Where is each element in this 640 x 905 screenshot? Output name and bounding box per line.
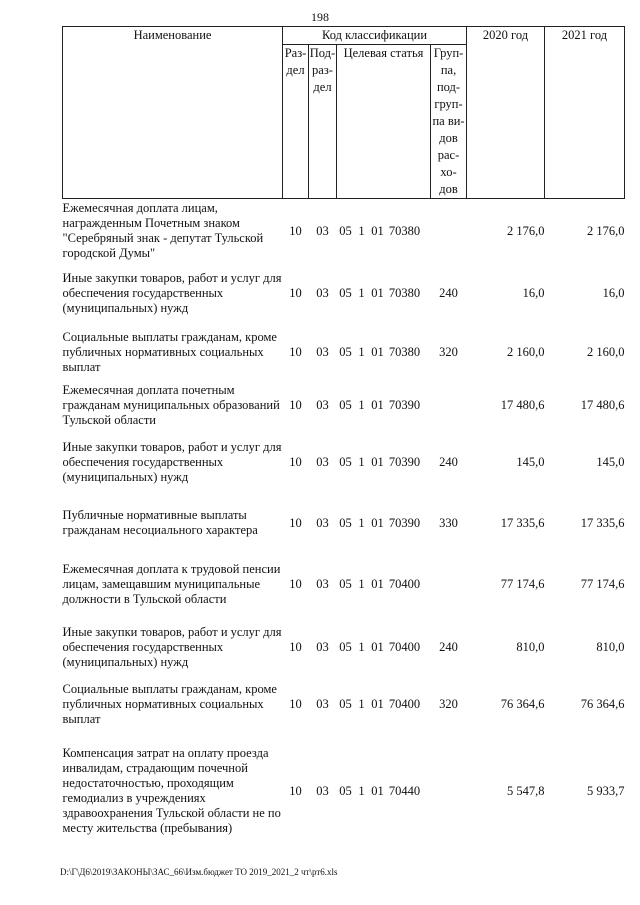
- row-name: Социальные выплаты гражданам, кроме публичных нормативных социальных выплат: [62, 681, 277, 726]
- row-group: [431, 731, 467, 851]
- row-value-2020: 17 335,6: [500, 515, 545, 530]
- header-razdel: Раз- дел: [283, 45, 309, 199]
- row-value-2021: 16,0: [602, 285, 625, 300]
- target-code-part: 01: [371, 696, 384, 711]
- row-razdel: 10: [289, 397, 302, 412]
- row-razdel: 10: [289, 223, 302, 238]
- header-year-2021: 2021 год: [545, 27, 625, 199]
- target-code-part: 70400: [388, 696, 421, 711]
- row-value-2020: 145,0: [516, 454, 545, 469]
- target-code-part: 05: [339, 344, 352, 359]
- row-target-code: [337, 263, 431, 323]
- table-row: [63, 731, 625, 851]
- target-code-part: 01: [371, 397, 384, 412]
- page-number: 198: [311, 10, 329, 24]
- header-name: Наименование: [63, 27, 283, 199]
- row-name: Публичные нормативные выплаты гражданам несоциального характера: [62, 508, 258, 537]
- target-code-part: 1: [358, 223, 365, 238]
- target-code-part: 05: [339, 454, 352, 469]
- target-code-part: 1: [358, 285, 365, 300]
- header-group: Груп- па, под- груп- па ви- дов рас- хо- дов: [431, 45, 467, 199]
- row-target-code: [337, 199, 431, 264]
- row-podrazdel: 03: [316, 397, 329, 412]
- row-razdel: 10: [289, 344, 302, 359]
- table-row: [63, 429, 625, 495]
- budget-table: [62, 26, 625, 851]
- target-code-part: 70390: [388, 454, 421, 469]
- row-value-2021: 17 480,6: [580, 397, 625, 412]
- row-target-code: [337, 495, 431, 551]
- row-razdel: 10: [289, 783, 302, 798]
- row-value-2021: 76 364,6: [580, 696, 625, 711]
- target-code-part: 1: [358, 576, 365, 591]
- target-code-part: 70440: [388, 783, 421, 798]
- row-group: 330: [439, 515, 458, 530]
- table-row: [63, 495, 625, 551]
- row-razdel: 10: [289, 285, 302, 300]
- row-group: 240: [439, 639, 458, 654]
- header-row-1: [63, 27, 625, 45]
- row-value-2020: 77 174,6: [500, 576, 545, 591]
- row-name: Иные закупки товаров, работ и услуг для обеспечения государственных (муниципальных) нужд: [62, 439, 282, 484]
- target-code-part: 01: [371, 639, 384, 654]
- row-podrazdel: 03: [316, 515, 329, 530]
- target-code-part: 05: [339, 696, 352, 711]
- row-name: Ежемесячная доплата почетным гражданам муниципальных образований Тульской области: [62, 382, 280, 427]
- row-value-2021: 2 176,0: [587, 223, 625, 238]
- row-group: [431, 551, 467, 617]
- row-razdel: 10: [289, 696, 302, 711]
- footer-file-path: D:\Г\Д6\2019\ЗАКОНЫ\ЗАС_66\Изм.бюджет ТО 2019_2021_2 чт\рт6.xls: [60, 867, 338, 877]
- row-value-2020: 2 176,0: [507, 223, 545, 238]
- row-value-2020: 17 480,6: [500, 397, 545, 412]
- row-podrazdel: 03: [316, 344, 329, 359]
- table-row: [63, 381, 625, 429]
- target-code-part: 1: [358, 344, 365, 359]
- table-row: [63, 677, 625, 731]
- table-row: [63, 551, 625, 617]
- row-value-2020: 810,0: [516, 639, 545, 654]
- row-razdel: 10: [289, 639, 302, 654]
- target-code-part: 01: [371, 454, 384, 469]
- row-podrazdel: 03: [316, 639, 329, 654]
- row-group: [431, 199, 467, 264]
- target-code-part: 05: [339, 397, 352, 412]
- target-code-part: 70390: [388, 397, 421, 412]
- row-razdel: 10: [289, 454, 302, 469]
- row-target-code: [337, 551, 431, 617]
- row-group: 320: [439, 696, 458, 711]
- row-name: Ежемесячная доплата к трудовой пенсии лицам, замещавшим муниципальные должности в Тульской области: [62, 561, 281, 606]
- row-value-2021: 2 160,0: [587, 344, 625, 359]
- row-value-2020: 16,0: [522, 285, 545, 300]
- target-code-part: 05: [339, 576, 352, 591]
- target-code-part: 1: [358, 783, 365, 798]
- row-value-2020: 76 364,6: [500, 696, 545, 711]
- row-value-2021: 17 335,6: [580, 515, 625, 530]
- target-code-part: 01: [371, 344, 384, 359]
- row-value-2020: 2 160,0: [507, 344, 545, 359]
- row-value-2021: 77 174,6: [580, 576, 625, 591]
- target-code-part: 01: [371, 783, 384, 798]
- row-podrazdel: 03: [316, 285, 329, 300]
- row-value-2021: 810,0: [596, 639, 625, 654]
- row-group: [431, 381, 467, 429]
- row-name: Иные закупки товаров, работ и услуг для обеспечения государственных (муниципальных) нужд: [62, 270, 282, 315]
- target-code-part: 70380: [388, 344, 421, 359]
- table-row: [63, 617, 625, 677]
- target-code-part: 05: [339, 515, 352, 530]
- header-podrazdel: Под- раз- дел: [309, 45, 337, 199]
- row-target-code: [337, 323, 431, 381]
- target-code-part: 05: [339, 285, 352, 300]
- row-name: Компенсация затрат на оплату проезда инвалидам, страдающим почечной недостаточностью, проходящим гемодиализ в учреждениях здравоохранения Тульской области не по месту жительства (пребывания): [62, 746, 281, 835]
- row-podrazdel: 03: [316, 576, 329, 591]
- row-razdel: 10: [289, 515, 302, 530]
- row-target-code: [337, 429, 431, 495]
- row-value-2020: 5 547,8: [507, 783, 545, 798]
- row-value-2021: 5 933,7: [587, 783, 625, 798]
- header-classification: Код классификации: [283, 27, 467, 45]
- row-group: 240: [439, 285, 458, 300]
- row-target-code: [337, 381, 431, 429]
- row-podrazdel: 03: [316, 696, 329, 711]
- target-code-part: 01: [371, 285, 384, 300]
- table-body: [63, 199, 625, 852]
- row-group: 240: [439, 454, 458, 469]
- target-code-part: 70380: [388, 223, 421, 238]
- target-code-part: 70390: [388, 515, 421, 530]
- row-podrazdel: 03: [316, 783, 329, 798]
- target-code-part: 1: [358, 639, 365, 654]
- table-row: [63, 263, 625, 323]
- row-podrazdel: 03: [316, 223, 329, 238]
- row-target-code: [337, 731, 431, 851]
- row-target-code: [337, 617, 431, 677]
- row-value-2021: 145,0: [596, 454, 625, 469]
- row-name: Ежемесячная доплата лицам, награжденным Почетным знаком "Серебряный знак - депутат Тульской городской Думы": [62, 201, 264, 260]
- target-code-part: 70400: [388, 576, 421, 591]
- target-code-part: 1: [358, 696, 365, 711]
- table-row: [63, 199, 625, 264]
- target-code-part: 01: [371, 223, 384, 238]
- row-razdel: 10: [289, 576, 302, 591]
- header-year-2020: 2020 год: [467, 27, 545, 199]
- target-code-part: 01: [371, 576, 384, 591]
- target-code-part: 70400: [388, 639, 421, 654]
- table-row: [63, 323, 625, 381]
- target-code-part: 1: [358, 454, 365, 469]
- target-code-part: 05: [339, 223, 352, 238]
- target-code-part: 1: [358, 397, 365, 412]
- row-target-code: [337, 677, 431, 731]
- row-name: Иные закупки товаров, работ и услуг для обеспечения государственных (муниципальных) нужд: [62, 624, 282, 669]
- target-code-part: 01: [371, 515, 384, 530]
- target-code-part: 1: [358, 515, 365, 530]
- target-code-part: 05: [339, 783, 352, 798]
- row-name: Социальные выплаты гражданам, кроме публичных нормативных социальных выплат: [62, 329, 277, 374]
- row-podrazdel: 03: [316, 454, 329, 469]
- target-code-part: 05: [339, 639, 352, 654]
- header-target: Целевая статья: [337, 45, 431, 199]
- row-group: 320: [439, 344, 458, 359]
- target-code-part: 70380: [388, 285, 421, 300]
